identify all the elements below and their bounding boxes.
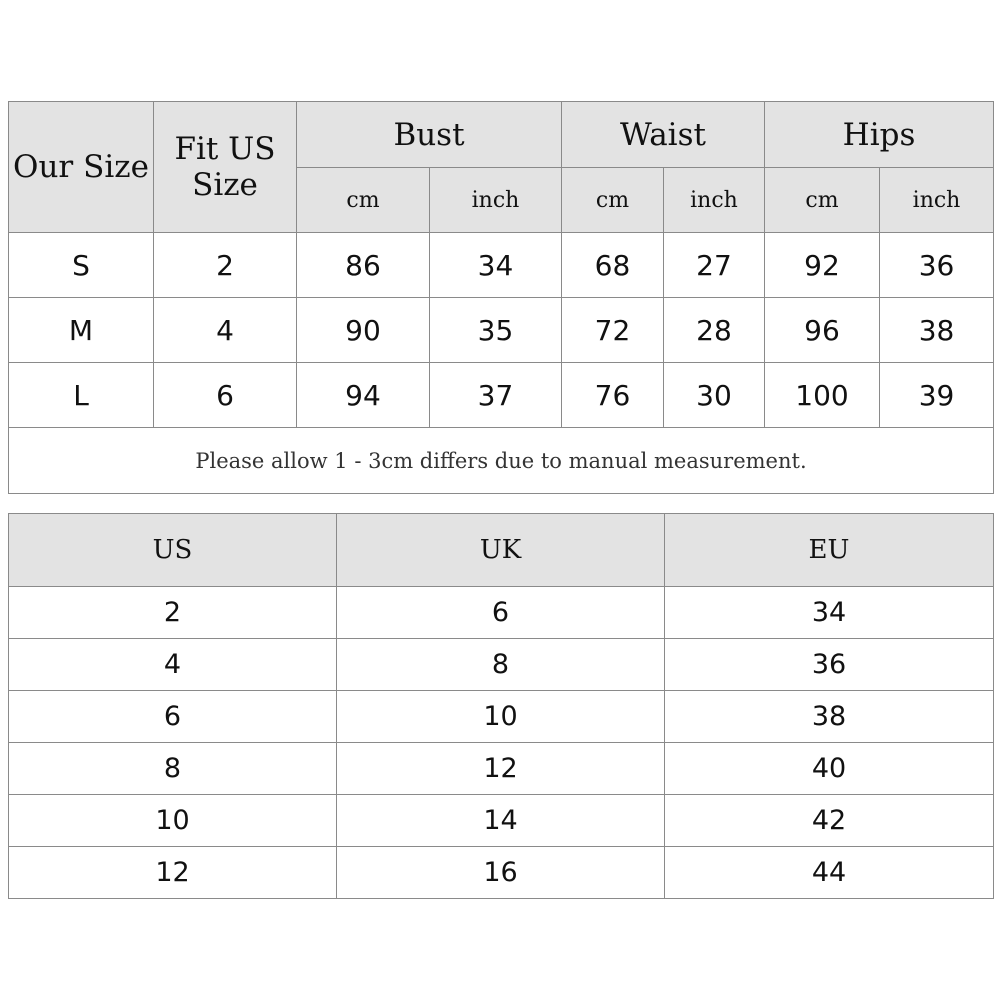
us-cell: 4 [9, 639, 337, 691]
uk-cell: 14 [337, 795, 665, 847]
header-uk: UK [337, 514, 665, 587]
header-waist-inch: inch [664, 168, 765, 233]
uk-cell: 8 [337, 639, 665, 691]
table-row [9, 795, 994, 847]
header-hips-inch: inch [880, 168, 994, 233]
eu-cell: 40 [665, 743, 994, 795]
uk-cell: 12 [337, 743, 665, 795]
us-size-cell: 4 [154, 298, 297, 363]
hips-cm-cell: 92 [765, 233, 880, 298]
bust-cm-cell: 90 [297, 298, 430, 363]
eu-cell: 38 [665, 691, 994, 743]
header-waist-cm: cm [562, 168, 664, 233]
size-cell: M [9, 298, 154, 363]
eu-cell: 42 [665, 795, 994, 847]
us-size-cell: 6 [154, 363, 297, 428]
us-cell: 12 [9, 847, 337, 899]
table-row [9, 691, 994, 743]
header-our-size: Our Size [9, 102, 154, 233]
us-cell: 10 [9, 795, 337, 847]
waist-inch-cell: 30 [664, 363, 765, 428]
header-hips: Hips [765, 102, 994, 168]
uk-cell: 6 [337, 587, 665, 639]
us-cell: 2 [9, 587, 337, 639]
size-conversion-table [8, 513, 994, 899]
bust-inch-cell: 37 [430, 363, 562, 428]
header-bust-inch: inch [430, 168, 562, 233]
waist-inch-cell: 27 [664, 233, 765, 298]
hips-inch-cell: 39 [880, 363, 994, 428]
table-row [9, 743, 994, 795]
size-cell: L [9, 363, 154, 428]
table-row [9, 363, 994, 428]
waist-cm-cell: 76 [562, 363, 664, 428]
header-fit-us-size-label: Fit US Size [174, 131, 276, 203]
waist-cm-cell: 68 [562, 233, 664, 298]
eu-cell: 34 [665, 587, 994, 639]
table-row [9, 233, 994, 298]
table-row [9, 847, 994, 899]
header-waist: Waist [562, 102, 765, 168]
eu-cell: 36 [665, 639, 994, 691]
hips-inch-cell: 38 [880, 298, 994, 363]
eu-cell: 44 [665, 847, 994, 899]
bust-inch-cell: 35 [430, 298, 562, 363]
header-fit-us-size [154, 102, 297, 233]
size-cell: S [9, 233, 154, 298]
measurement-note: Please allow 1 - 3cm differs due to manual measurement. [9, 428, 994, 494]
header-bust-cm: cm [297, 168, 430, 233]
hips-inch-cell: 36 [880, 233, 994, 298]
us-cell: 6 [9, 691, 337, 743]
us-size-cell: 2 [154, 233, 297, 298]
bust-cm-cell: 94 [297, 363, 430, 428]
hips-cm-cell: 96 [765, 298, 880, 363]
table-row [9, 298, 994, 363]
header-us: US [9, 514, 337, 587]
bust-inch-cell: 34 [430, 233, 562, 298]
table-row [9, 587, 994, 639]
waist-cm-cell: 72 [562, 298, 664, 363]
uk-cell: 10 [337, 691, 665, 743]
header-eu: EU [665, 514, 994, 587]
bust-cm-cell: 86 [297, 233, 430, 298]
header-bust: Bust [297, 102, 562, 168]
header-hips-cm: cm [765, 168, 880, 233]
waist-inch-cell: 28 [664, 298, 765, 363]
size-chart-table [8, 101, 994, 494]
uk-cell: 16 [337, 847, 665, 899]
table-row [9, 639, 994, 691]
hips-cm-cell: 100 [765, 363, 880, 428]
us-cell: 8 [9, 743, 337, 795]
